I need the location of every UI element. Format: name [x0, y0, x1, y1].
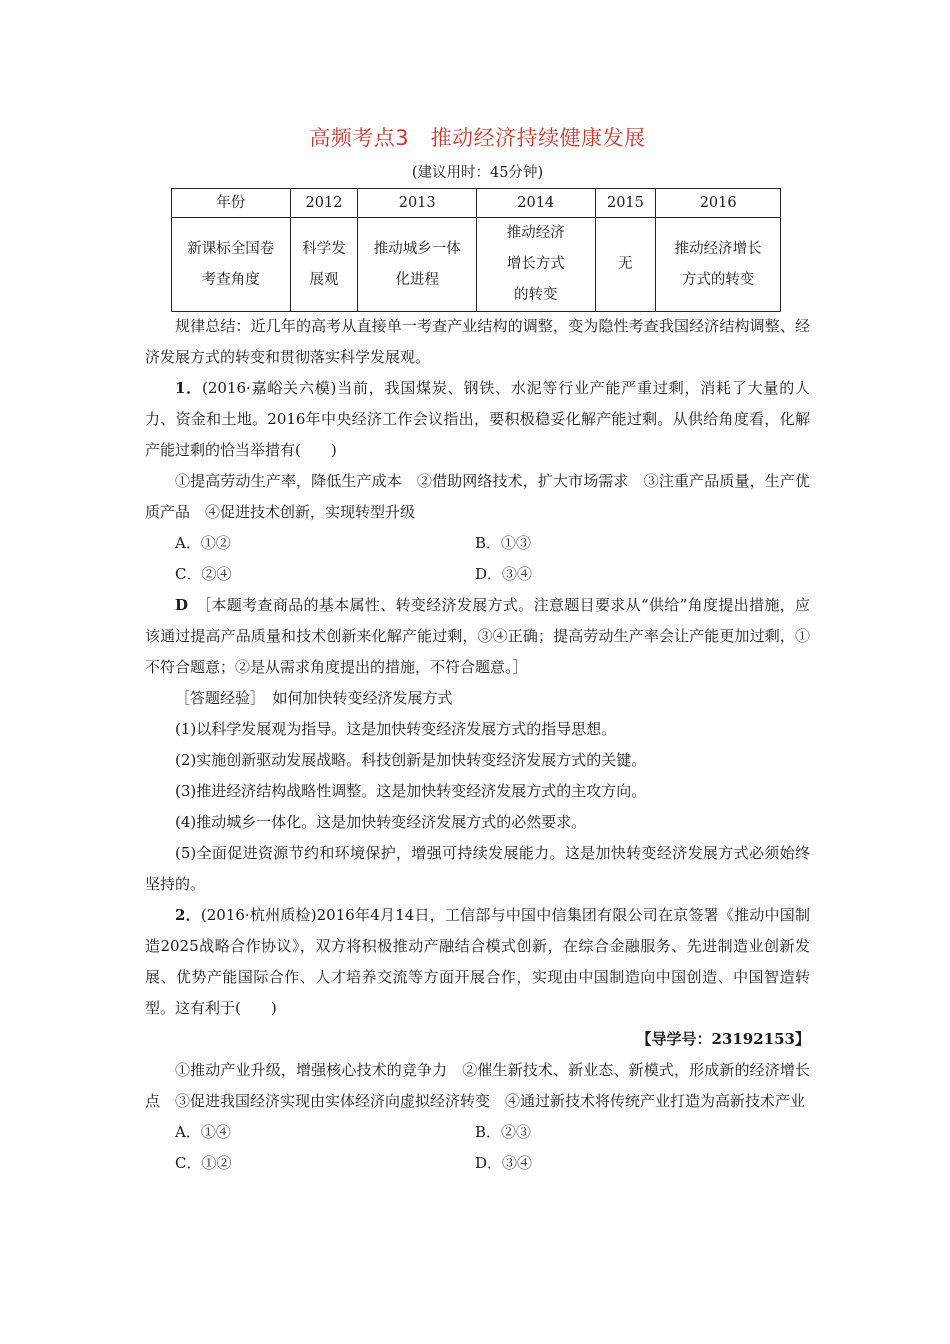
option-c: C．①② — [175, 1154, 232, 1172]
question-1-options-row — [145, 559, 810, 590]
table-cell-line: 推动城乡一体 — [373, 240, 461, 257]
option-b: B．①③ — [475, 534, 532, 552]
table-cell-line: 方式的转变 — [681, 271, 755, 288]
table-header-cell: 2016 — [656, 189, 781, 218]
option-a: A．①④ — [175, 1123, 231, 1141]
question-number: 1． — [175, 379, 203, 397]
table-header-row — [172, 189, 781, 218]
guide-number: 【导学号：23192153】 — [636, 1030, 810, 1048]
table-header-cell: 2012 — [290, 189, 358, 218]
question-number: 2． — [175, 906, 201, 924]
table-cell — [656, 218, 781, 312]
answer-letter: D — [175, 596, 189, 614]
answer-explanation: ［本题考查商品的基本属性、转变经济发展方式。注意题目要求从“供给”角度提出措施，应该通过提高产品质量和技术创新来化解产能过剩，③④正确；提高劳动生产率会让产能更加过剩，①不符合题意；②是从需求角度提出的措施，不符合题意。］ — [145, 596, 810, 676]
table-cell-line: 科学发 — [302, 240, 346, 257]
table-header-cell: 2015 — [595, 189, 656, 218]
exam-frequency-table — [171, 188, 781, 312]
question-2-items: ①推动产业升级，增强核心技术的竞争力 ②催生新技术、新业态、新模式，形成新的经济增长点 ③促进我国经济实现由实体经济向虚拟经济转变 ④通过新技术将传统产业打造为高新技术产业 — [145, 1061, 810, 1110]
table-cell-line: 的转变 — [514, 287, 558, 303]
experience-item: (2)实施创新驱动发展战略。科技创新是加快转变经济发展方式的关键。 — [175, 751, 647, 769]
question-2-stem — [145, 900, 810, 1024]
option-b: B．②③ — [475, 1123, 532, 1141]
table-header-cell: 2014 — [476, 189, 595, 218]
question-text: (2016·杭州质检)2016年4月14日，工信部与中国中信集团有限公司在京签署《推动中国制造2025战略合作协议》，双方将积极推动产融结合模式创新，在综合金融服务、先进制造业创新发展、优势产能国际合作、人才培养交流等方面开展合作，实现由中国制造向中国创造、中国智造转型。这有利于( ) — [145, 906, 810, 1017]
page-title: 高频考点3 推动经济持续健康发展 — [309, 126, 646, 150]
experience-title: ［答题经验］ 如何加快转变经济发展方式 — [175, 689, 453, 707]
option-d: D．③④ — [475, 565, 533, 583]
experience-item: (5)全面促进资源节约和环境保护，增强可持续发展能力。这是加快转变经济发展方式必须始终坚持的。 — [145, 844, 810, 893]
table-cell-line: 考查角度 — [201, 271, 260, 288]
suggested-time: (建议用时：45分钟) — [411, 165, 544, 181]
table-cell-line: 无 — [618, 256, 633, 272]
table-row-label — [172, 218, 291, 312]
option-a: A．①② — [175, 534, 231, 552]
table-header-cell: 2013 — [358, 189, 477, 218]
experience-item: (4)推动城乡一体化。这是加快转变经济发展方式的必然要求。 — [175, 813, 587, 831]
document-body — [145, 311, 810, 1179]
question-text: (2016·嘉峪关六模)当前，我国煤炭、钢铁、水泥等行业产能严重过剩，消耗了大量的人力、资金和土地。2016年中央经济工作会议指出，要积极稳妥化解产能过剩。从供给角度看，化解产能过剩的恰当举措有( ) — [145, 379, 810, 459]
experience-item: (3)推进经济结构战略性调整。这是加快转变经济发展方式的主攻方向。 — [175, 782, 647, 800]
table-cell-line: 化进程 — [395, 271, 439, 288]
option-d: D．③④ — [475, 1154, 533, 1172]
table-cell — [358, 218, 477, 312]
summary-paragraph: 规律总结：近几年的高考从直接单一考查产业结构的调整，变为隐性考查我国经济结构调整、经济发展方式的转变和贯彻落实科学发展观。 — [145, 317, 810, 366]
table-cell-line: 推动经济 — [506, 225, 565, 241]
table-row — [172, 218, 781, 312]
table-cell-line: 新课标全国卷 — [187, 240, 275, 257]
option-c: C．②④ — [175, 565, 232, 583]
table-cell-line: 推动经济增长 — [674, 240, 762, 257]
question-1-items: ①提高劳动生产率，降低生产成本 ②借助网络技术，扩大市场需求 ③注重产品质量，生产优质产品 ④促进技术创新，实现转型升级 — [145, 472, 810, 521]
question-1-options-row — [145, 528, 810, 559]
question-2-options-row — [145, 1117, 810, 1148]
table-cell-line: 展观 — [309, 271, 339, 288]
table-cell — [595, 218, 656, 312]
question-2-options-row — [145, 1148, 810, 1179]
table-cell — [476, 218, 595, 312]
question-1-stem — [145, 373, 810, 466]
table-header-cell: 年份 — [172, 189, 291, 218]
table-cell — [290, 218, 358, 312]
table-cell-line: 增长方式 — [506, 256, 565, 272]
experience-item: (1)以科学发展观为指导。这是加快转变经济发展方式的指导思想。 — [175, 720, 617, 738]
question-1-answer — [145, 590, 810, 683]
